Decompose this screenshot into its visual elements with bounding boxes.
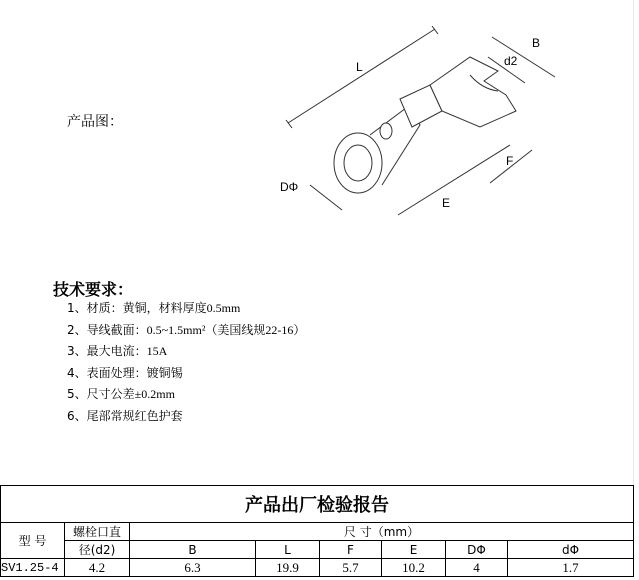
requirement-item: 6、尾部常规红色护套 bbox=[67, 408, 183, 423]
grid-line bbox=[633, 0, 634, 490]
cell-model: SV1.25-4 bbox=[1, 559, 65, 577]
label-d2: d2 bbox=[504, 54, 518, 68]
cell-B: 6.3 bbox=[130, 559, 256, 577]
terminal-drawing bbox=[270, 15, 610, 240]
cell-d: 1.7 bbox=[508, 559, 634, 577]
label-L: L bbox=[356, 60, 363, 74]
inspection-report-table bbox=[0, 485, 634, 577]
product-image-label: 产品图： bbox=[67, 114, 123, 130]
header-E: E bbox=[382, 541, 446, 559]
cell-d2: 4.2 bbox=[65, 559, 130, 577]
requirement-item: 4、表面处理：镀铜锡 bbox=[67, 365, 183, 380]
header-B: B bbox=[130, 541, 256, 559]
requirements-list bbox=[67, 298, 305, 427]
header-F: F bbox=[320, 541, 382, 559]
requirement-item: 2、导线截面：0.5~1.5mm²（美国线规22-16） bbox=[67, 322, 306, 337]
label-F: F bbox=[506, 154, 514, 168]
barrel-inner bbox=[344, 145, 372, 181]
cell-F: 5.7 bbox=[320, 559, 382, 577]
requirement-item: 3、最大电流：15A bbox=[67, 344, 168, 358]
requirements-title: 技术要求： bbox=[53, 280, 134, 299]
header-size: 尺 寸（mm） bbox=[130, 523, 634, 541]
header-screw-line1: 螺栓口直 bbox=[65, 523, 130, 541]
cell-E: 10.2 bbox=[382, 559, 446, 577]
requirement-item: 5、尺寸公差±0.2mm bbox=[67, 387, 175, 401]
dim-line-B bbox=[492, 37, 555, 77]
header-model: 型 号 bbox=[1, 523, 65, 559]
label-E: E bbox=[442, 196, 451, 210]
report-title: 产品出厂检验报告 bbox=[1, 486, 634, 523]
header-d: dΦ bbox=[508, 541, 634, 559]
label-B: B bbox=[532, 36, 541, 50]
cell-D: 4 bbox=[446, 559, 508, 577]
header-D: DΦ bbox=[446, 541, 508, 559]
header-L: L bbox=[256, 541, 320, 559]
cell-L: 19.9 bbox=[256, 559, 320, 577]
header-screw-line2: 径(d2) bbox=[65, 541, 130, 559]
label-D: DΦ bbox=[280, 180, 299, 194]
dim-line-D bbox=[310, 185, 342, 210]
requirement-item: 1、材质：黄铜，材料厚度0.5mm bbox=[67, 301, 241, 315]
